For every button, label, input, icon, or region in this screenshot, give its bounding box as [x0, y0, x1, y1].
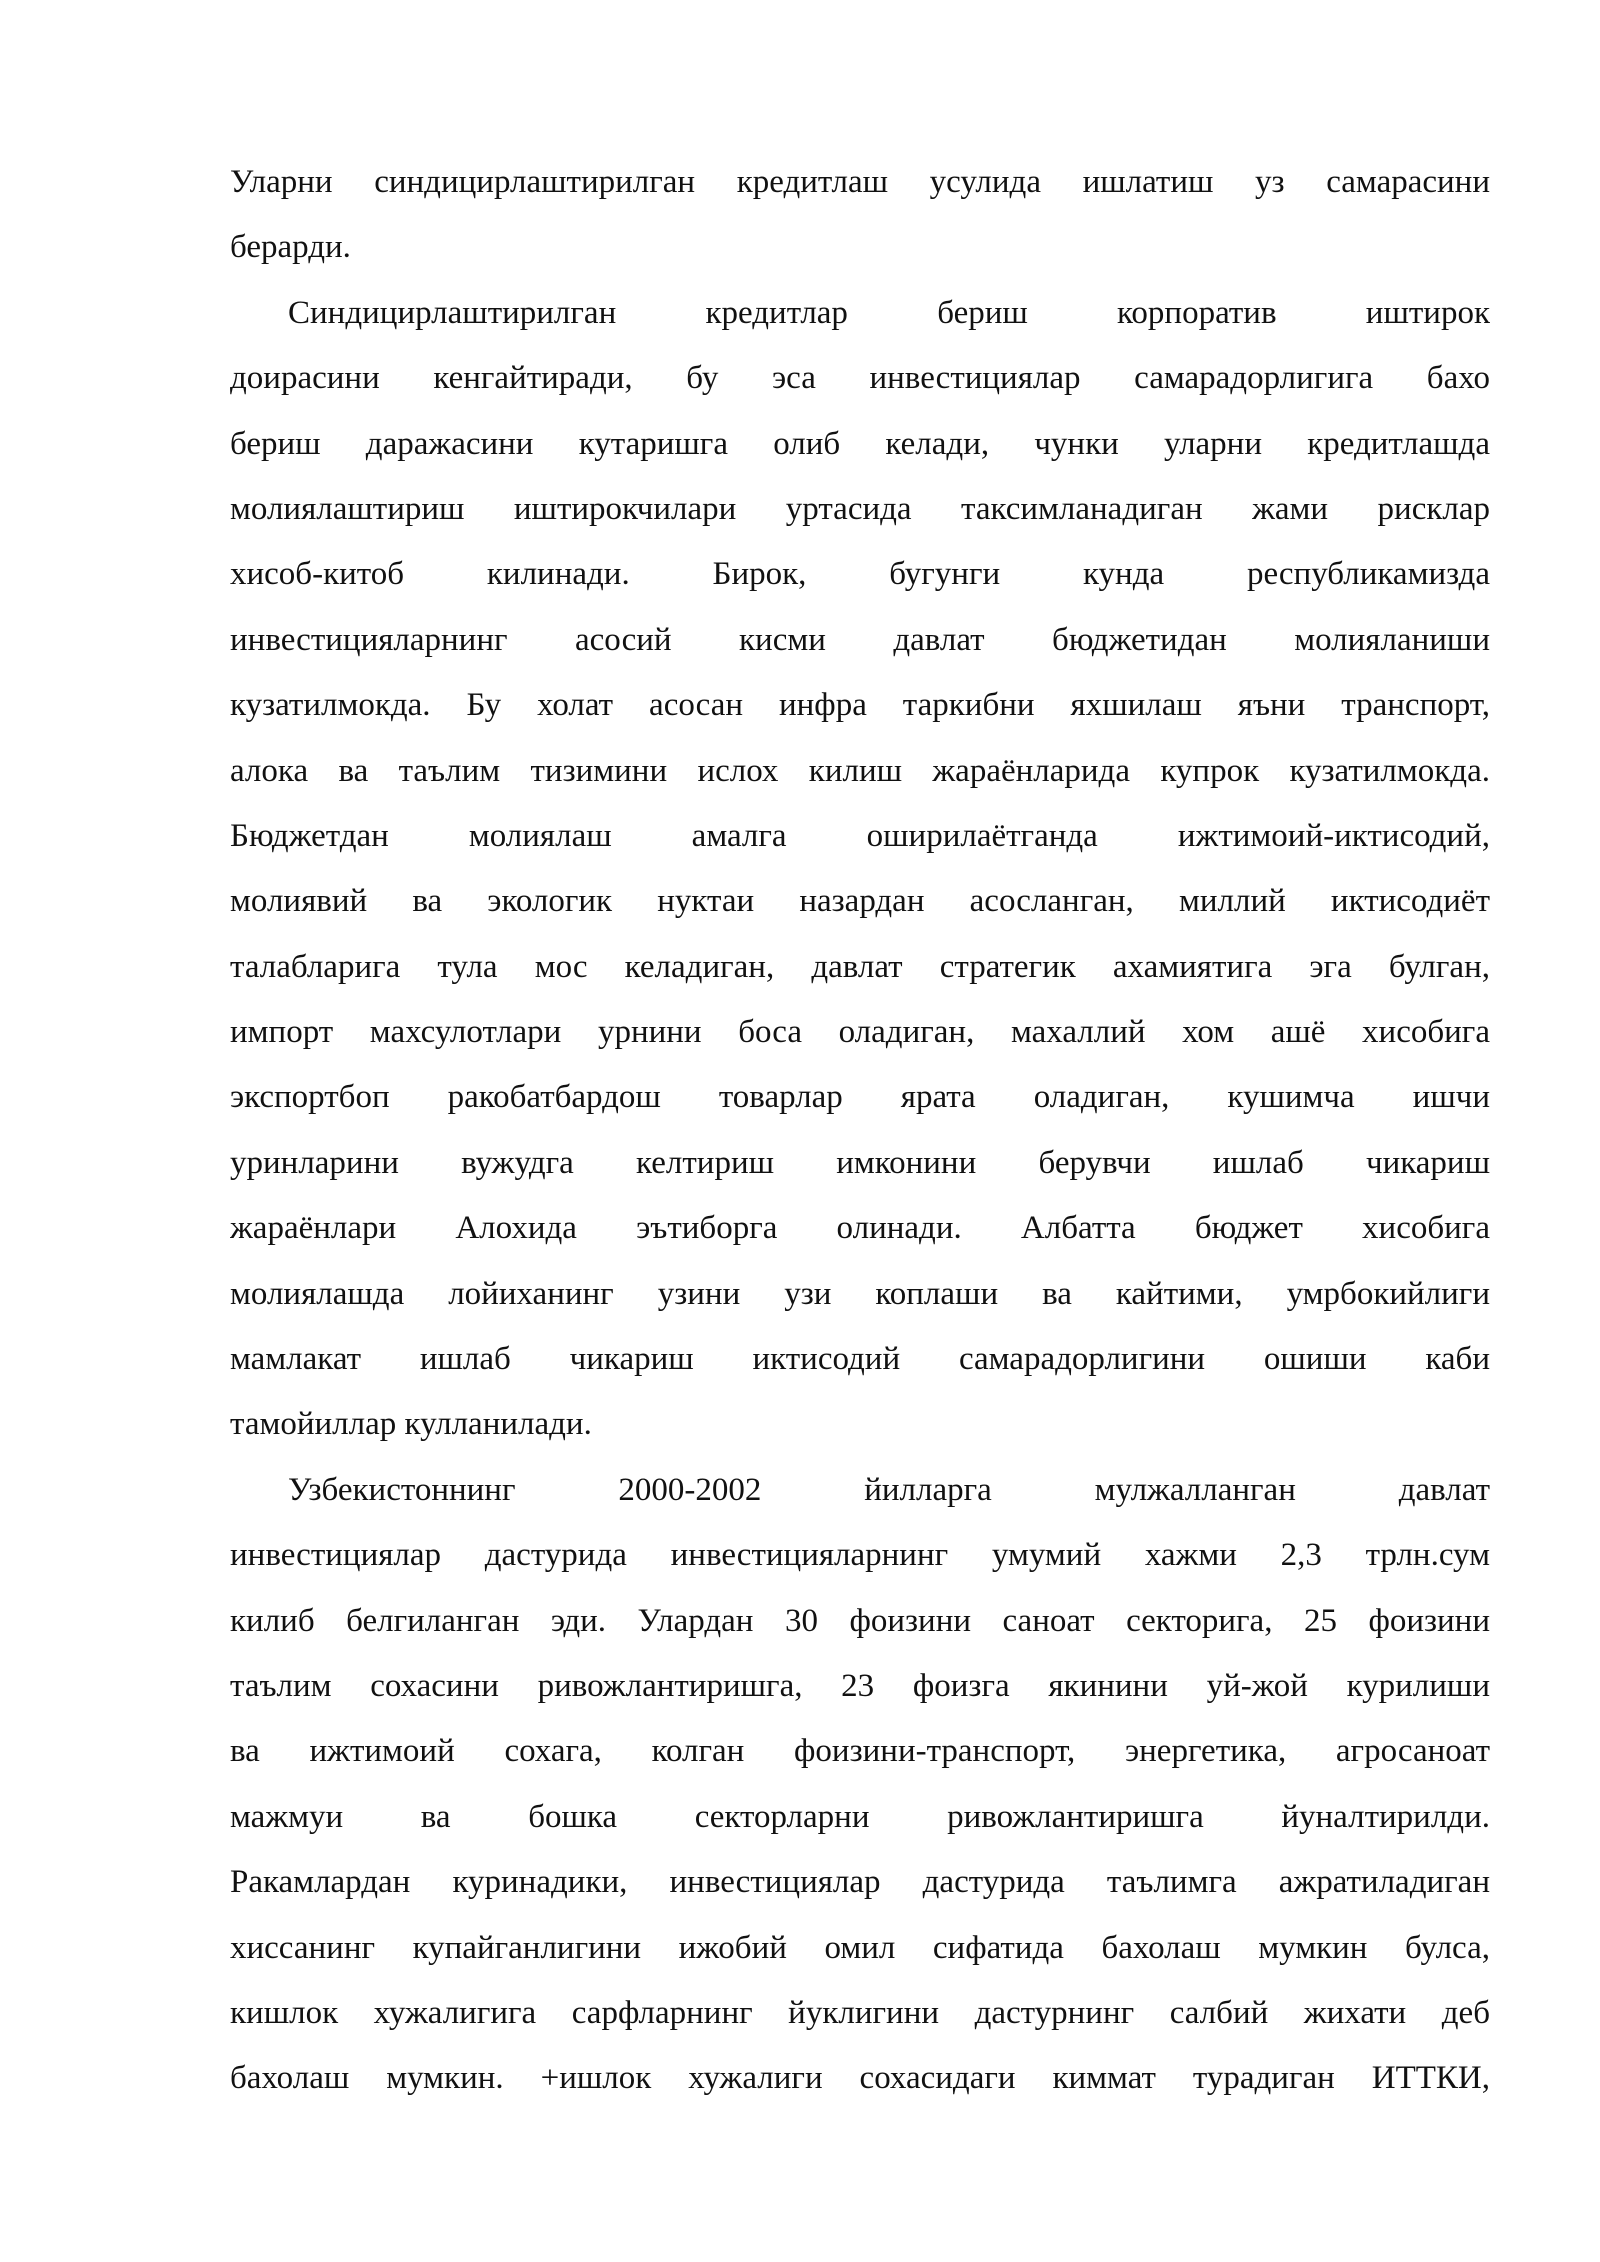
text-line: мамлакат ишлаб чикариш иктисодий самарадорлигини ошиши каби: [230, 1341, 1490, 1378]
text-line: килиб белгиланган эди. Улардан 30 фоизини саноат секторига, 25 фоизини: [230, 1602, 1490, 1639]
text-line: Синдицирлаштирилган кредитлар бериш корпоратив иштирок: [288, 294, 1490, 331]
text-line: экспортбоп ракобатбардош товарлар ярата оладиган, кушимча ишчи: [230, 1079, 1490, 1116]
text-line: кузатилмокда. Бу холат асосан инфра таркибни яхшилаш яъни транспорт,: [230, 687, 1490, 724]
text-line: Бюджетдан молиялаш амалга оширилаётганда ижтимоий-иктисодий,: [230, 817, 1490, 854]
text-line: таълим сохасини ривожлантиришга, 23 фоизга якинини уй-жой курилиши: [230, 1667, 1490, 1704]
text-line: молиявий ва экологик нуктаи назардан асосланган, миллий иктисодиёт: [230, 883, 1490, 920]
text-line: талабларига тула мос келадиган, давлат стратегик ахамиятига эга булган,: [230, 948, 1490, 985]
text-line: мажмуи ва бошка секторларни ривожлантиришга йуналтирилди.: [230, 1798, 1490, 1835]
text-line: молиялашда лойиханинг узини узи коплаши ва кайтими, умрбокийлиги: [230, 1275, 1490, 1312]
text-line: импорт махсулотлари урнини боса оладиган, махаллий хом ашё хисобига: [230, 1014, 1490, 1051]
text-line: Узбекистоннинг 2000-2002 йилларга мулжалланган давлат: [288, 1471, 1490, 1508]
text-line: хисоб-китоб килинади. Бирок, бугунги кунда республикамизда: [230, 556, 1490, 593]
text-line: Уларни синдицирлаштирилган кредитлаш усулида ишлатиш уз самарасини: [230, 164, 1490, 200]
text-line: кишлок хужалигига сарфларнинг йуклигини дастурнинг салбий жихати деб: [230, 1994, 1490, 2031]
text-line: инвестициялар дастурида инвестицияларнинг умумий хажми 2,3 трлн.сум: [230, 1537, 1490, 1574]
text-line: инвестицияларнинг асосий кисми давлат бюджетидан молияланиши: [230, 621, 1490, 658]
text-line: ва ижтимоий сохага, колган фоизини-транспорт, энергетика, агросаноат: [230, 1733, 1490, 1770]
text-line: хиссанинг купайганлигини ижобий омил сифатида бахолаш мумкин булса,: [230, 1929, 1490, 1966]
text-line: молиялаштириш иштирокчилари уртасида таксимланадиган жами рисклар: [230, 490, 1490, 527]
text-line: алока ва таълим тизимини ислох килиш жараёнларида купрок кузатилмокда.: [230, 752, 1490, 789]
text-line: тамойиллар кулланилади.: [230, 1406, 592, 1443]
document-body: [230, 150, 1490, 2112]
text-line: бахолаш мумкин. +ишлок хужалиги сохасидаги киммат турадиган ИТТКИ,: [230, 2060, 1490, 2097]
text-line: бериш даражасини кутаришга олиб келади, чунки уларни кредитлашда: [230, 425, 1490, 462]
text-line: берарди.: [230, 229, 351, 266]
text-line: доирасини кенгайтиради, бу эса инвестициялар самарадорлигига бахо: [230, 360, 1490, 397]
text-line: уринларини вужудга келтириш имконини берувчи ишлаб чикариш: [230, 1144, 1490, 1181]
text-line: Ракамлардан куринадики, инвестициялар дастурида таълимга ажратиладиган: [230, 1864, 1490, 1901]
text-line: жараёнлари Алохида эътиборга олинади. Албатта бюджет хисобига: [230, 1210, 1490, 1247]
